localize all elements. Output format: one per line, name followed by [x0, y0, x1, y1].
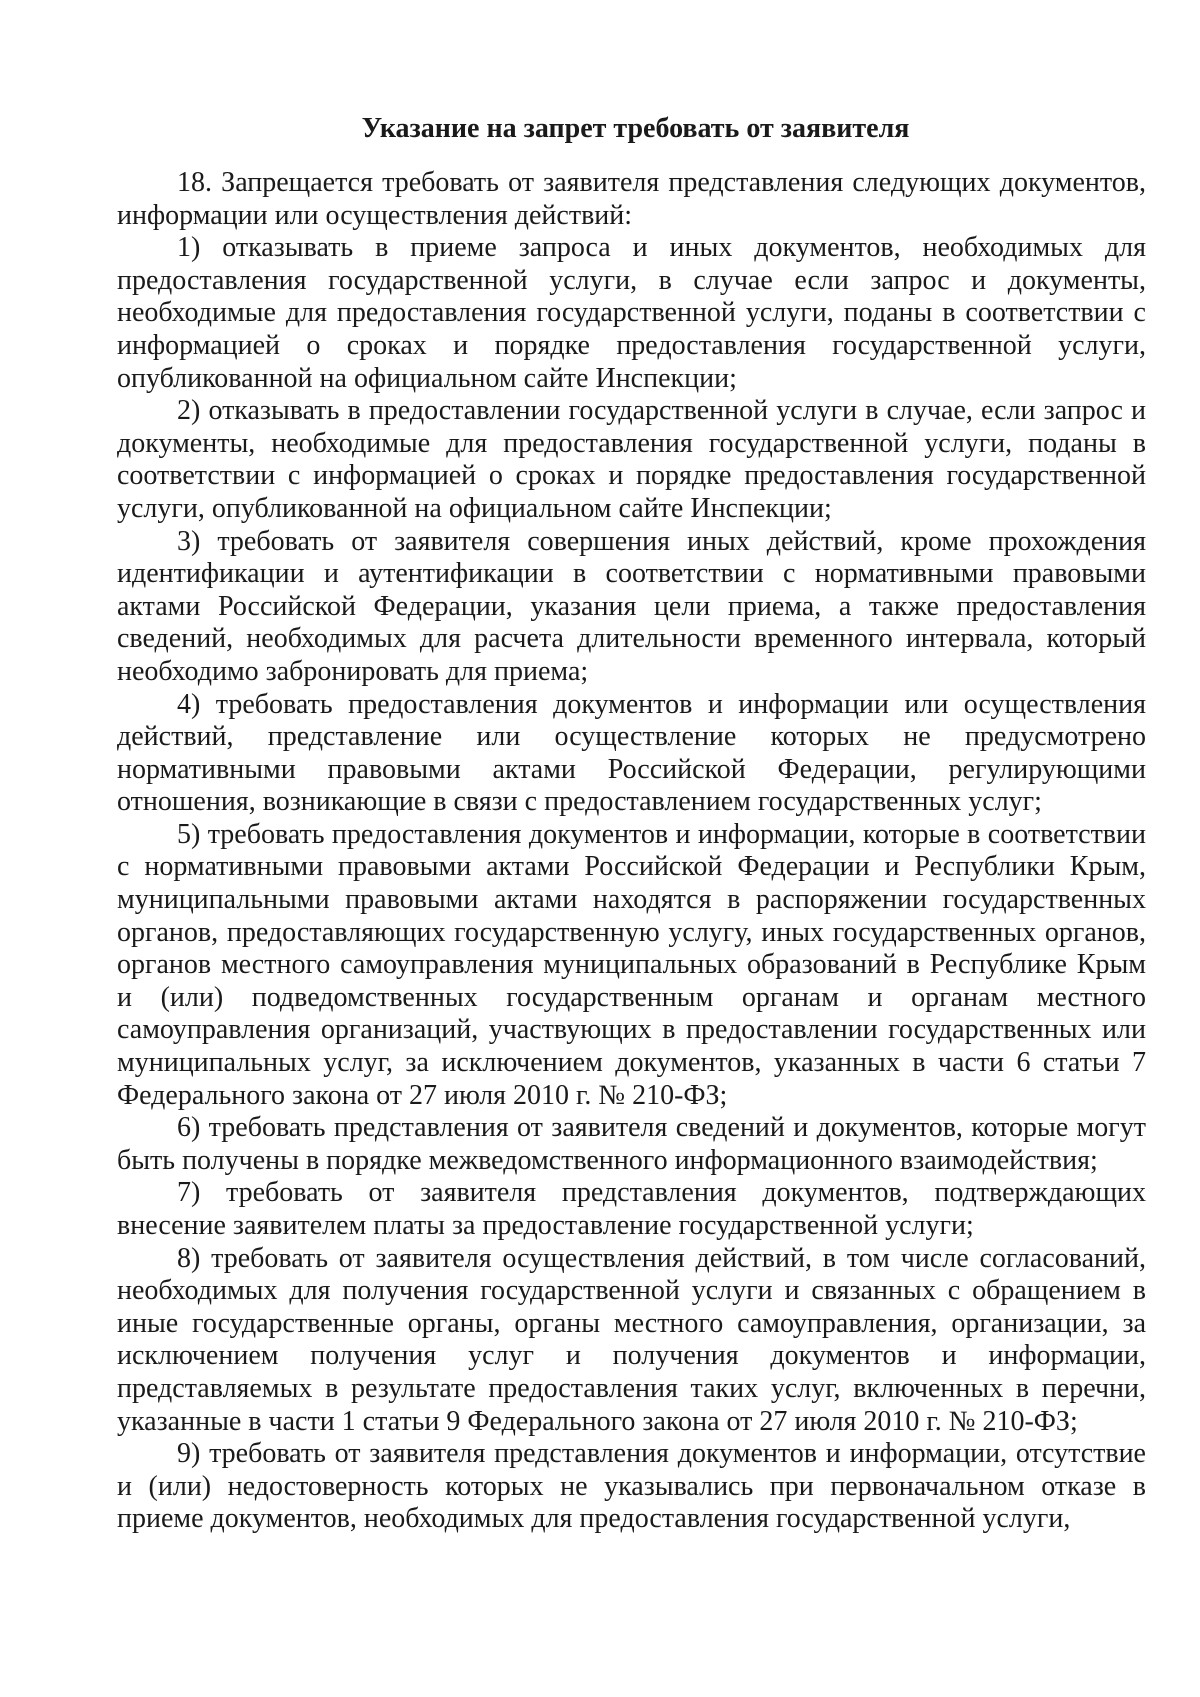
list-item-5: 5) требовать предоставления документов и информации, которые в соответствии с нормативными правовыми актами Российской Федерации и Республики Крым, муниципальными правовыми актами находятся в распоряжении государственных органов, предоставляющих государственную услугу, иных государственных органов, органов местного самоуправления муниципальных образований в Республике Крым и (или) подведомственных государственным органам и органам местного самоуправления организаций, участвующих в предоставлении государственных или муниципальных услуг, за исключением документов, указанных в части 6 статьи 7 Федерального закона от 27 июля 2010 г. № 210-ФЗ;	[117, 818, 1146, 1111]
document-body	[117, 113, 1146, 1536]
list-item-4: 4) требовать предоставления документов и информации или осуществления действий, представление или осуществление которых не предусмотрено нормативными правовыми актами Российской Федерации, регулирующими отношения, возникающие в связи с предоставлением государственных услуг;	[117, 688, 1146, 818]
list-item-7: 7) требовать от заявителя представления документов, подтверждающих внесение заявителем платы за предоставление государственной услуги;	[117, 1177, 1146, 1241]
section-heading: Указание на запрет требовать от заявителя	[361, 113, 910, 144]
list-item-3: 3) требовать от заявителя совершения иных действий, кроме прохождения идентификации и аутентификации в соответствии с нормативными правовыми актами Российской Федерации, указания цели приема, а также предоставления сведений, необходимых для расчета длительности временного интервала, который необходимо забронировать для приема;	[117, 525, 1146, 687]
paragraph-18: 18. Запрещается требовать от заявителя представления следующих документов, информации или осуществления действий:	[117, 167, 1146, 231]
list-item-1: 1) отказывать в приеме запроса и иных документов, необходимых для предоставления государственной услуги, в случае если запрос и документы, необходимые для предоставления государственной услуги, поданы в соответствии с информацией о сроках и порядке предоставления государственной услуги, опубликованной на официальном сайте Инспекции;	[117, 232, 1146, 394]
list-item-2: 2) отказывать в предоставлении государственной услуги в случае, если запрос и документы, необходимые для предоставления государственной услуги, поданы в соответствии с информацией о сроках и порядке предоставления государственной услуги, опубликованной на официальном сайте Инспекции;	[117, 395, 1146, 524]
list-item-8: 8) требовать от заявителя осуществления действий, в том числе согласований, необходимых для получения государственной услуги и связанных с обращением в иные государственные органы, органы местного самоуправления, организации, за исключением получения услуг и получения документов и информации, представляемых в результате предоставления таких услуг, включенных в перечни, указанные в части 1 статьи 9 Федерального закона от 27 июля 2010 г. № 210-ФЗ;	[117, 1242, 1146, 1437]
list-item-6: 6) требовать представления от заявителя сведений и документов, которые могут быть получены в порядке межведомственного информационного взаимодействия;	[117, 1112, 1146, 1176]
list-item-9: 9) требовать от заявителя представления документов и информации, отсутствие и (или) недостоверность которых не указывались при первоначальном отказе в приеме документов, необходимых для предоставления государственной услуги,	[117, 1438, 1146, 1535]
